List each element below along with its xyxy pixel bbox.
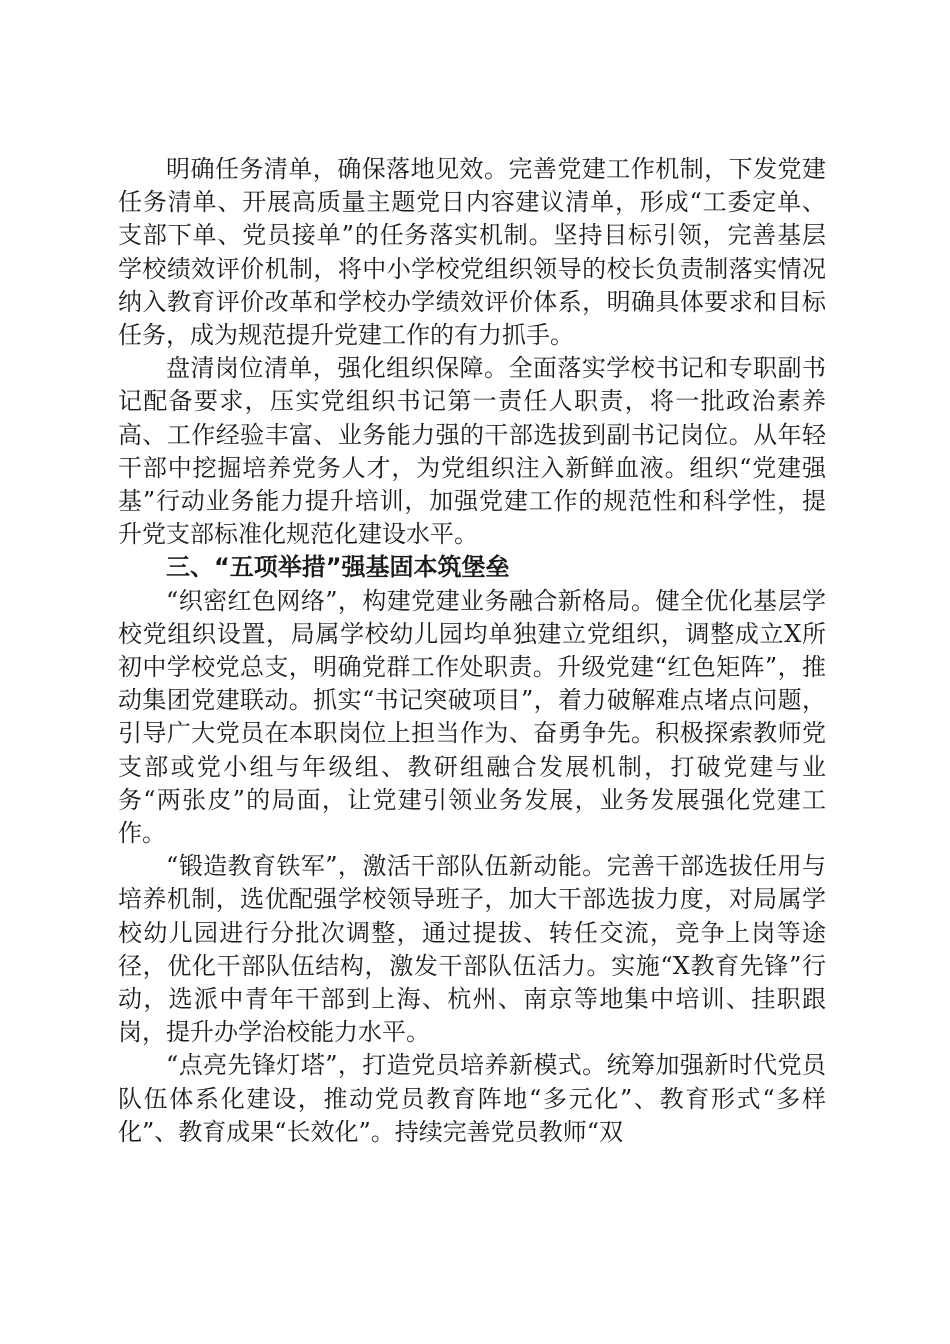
section-heading: 三、“五项举措”强基固本筑堡垒 bbox=[166, 553, 510, 582]
paragraph-pioneer-lighthouse: “点亮先锋灯塔”，打造党员培养新模式。统筹加强新时代党员队伍体系化建设，推动党员教育阵地“多元化”、教育形式“多样化”、教育成果“长效化”。持续完善党员教师“双 bbox=[118, 1051, 826, 1146]
paragraph-post-list: 盘清岗位清单，强化组织保障。全面落实学校书记和专职副书记配备要求，压实党组织书记第一责任人职责，将一批政治素养高、工作经验丰富、业务能力强的干部选拔到副书记岗位。从年轻干部中挖掘培养党务人才，为党组织注入新鲜血液。组织“党建强基”行动业务能力提升培训，加强党建工作的规范性和科学性，提升党支部标准化规范化建设水平。 bbox=[118, 354, 826, 549]
paragraph-education-army: “锻造教育铁军”，激活干部队伍新动能。完善干部选拔任用与培养机制，选优配强学校领导班子，加大干部选拔力度，对局属学校幼儿园进行分批次调整，通过提拔、转任交流，竞争上岗等途径，优化干部队伍结构，激发干部队伍活力。实施“X教育先锋”行动，选派中青年干部到上海、杭州、南京等地集中培训、挂职跟岗，提升办学治校能力水平。 bbox=[118, 852, 826, 1047]
document-body bbox=[118, 153, 826, 1149]
paragraph-red-network: “织密红色网络”，构建党建业务融合新格局。健全优化基层学校党组织设置，局属学校幼儿园均单独建立党组织，调整成立X所初中学校党总支，明确党群工作处职责。升级党建“红色矩阵”，推动集团党建联动。抓实“书记突破项目”，着力破解难点堵点问题，引导广大党员在本职岗位上担当作为、奋勇争先。积极探索教师党支部或党小组与年级组、教研组融合发展机制，打破党建与业务“两张皮”的局面，让党建引领业务发展，业务发展强化党建工作。 bbox=[118, 586, 826, 848]
paragraph-task-list: 明确任务清单，确保落地见效。完善党建工作机制，下发党建任务清单、开展高质量主题党日内容建议清单，形成“工委定单、支部下单、党员接单”的任务落实机制。坚持目标引领，完善基层学校绩效评价机制，将中小学校党组织领导的校长负责制落实情况纳入教育评价改革和学校办学绩效评价体系，明确具体要求和目标任务，成为规范提升党建工作的有力抓手。 bbox=[118, 155, 826, 350]
